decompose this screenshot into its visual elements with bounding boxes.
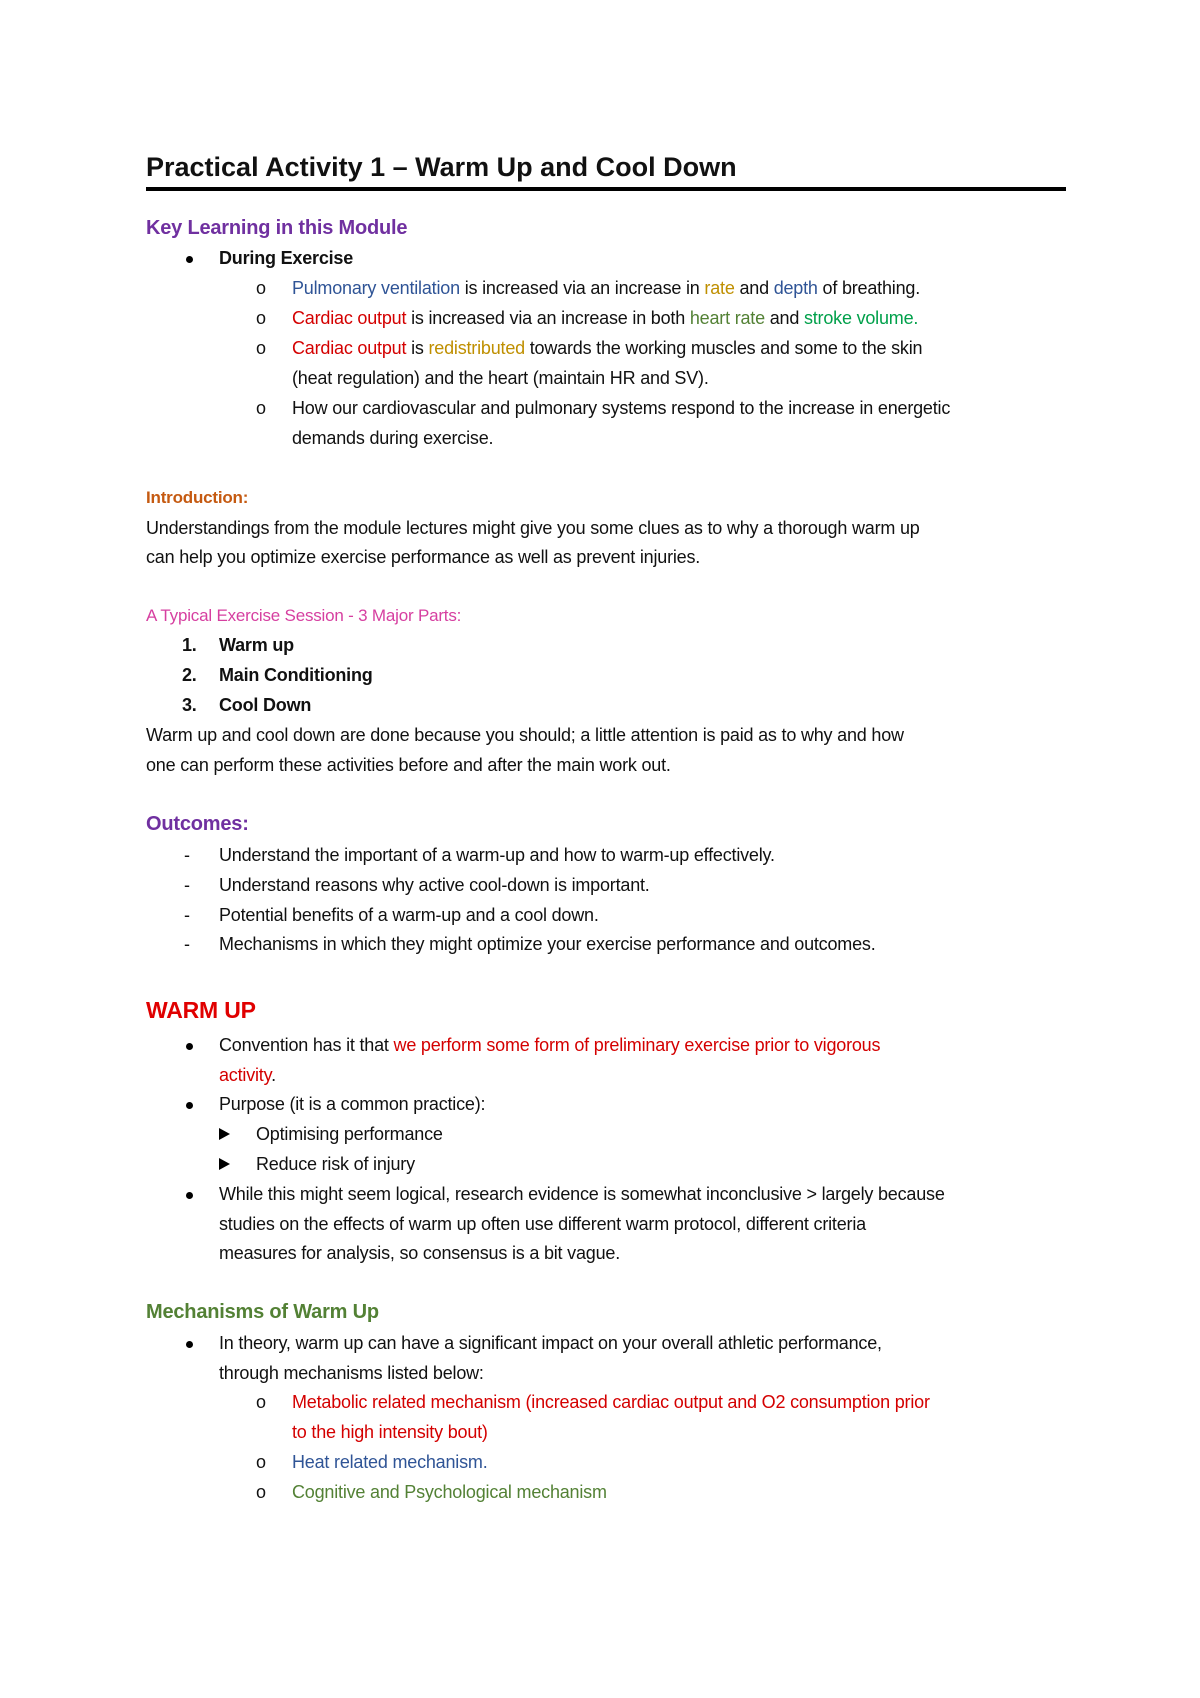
key-learning-item-1: Pulmonary ventilation is increased via an increase in rate and depth of breathing. xyxy=(292,278,921,298)
during-exercise-label: During Exercise xyxy=(219,248,354,268)
introduction-text: Understandings from the module lectures might give you some clues as to why a thorough warm up xyxy=(146,518,920,538)
session-text: Warm up and cool down are done because you should; a little attention is paid as to why and how xyxy=(146,725,904,745)
sub-bullet-marker: o xyxy=(256,308,267,328)
mechanisms-theory-cont: through mechanisms listed below: xyxy=(219,1363,484,1383)
outcome-item: Understand the important of a warm-up and how to warm-up effectively. xyxy=(219,845,775,865)
sub-bullet-marker: o xyxy=(256,338,267,358)
bullet-icon xyxy=(186,1341,193,1348)
outcomes-heading: Outcomes: xyxy=(146,813,249,835)
introduction-text-cont: can help you optimize exercise performance as well as prevent injuries. xyxy=(146,547,701,567)
session-text-cont: one can perform these activities before and after the main work out. xyxy=(146,755,671,775)
mechanism-metabolic: Metabolic related mechanism (increased cardiac output and O2 consumption prior xyxy=(292,1392,930,1412)
warm-up-evidence-cont: studies on the effects of warm up often use different warm protocol, different criteria xyxy=(219,1214,866,1234)
session-item-number: 3. xyxy=(182,695,197,715)
warm-up-heading: WARM UP xyxy=(146,997,256,1023)
mechanisms-theory: In theory, warm up can have a significant impact on your overall athletic performance, xyxy=(219,1333,882,1353)
key-learning-item-4-cont: demands during exercise. xyxy=(292,428,494,448)
dash-marker: - xyxy=(184,845,190,865)
purpose-optimising: Optimising performance xyxy=(256,1124,443,1144)
dash-marker: - xyxy=(184,934,190,954)
mechanism-metabolic-cont: to the high intensity bout) xyxy=(292,1422,488,1442)
purpose-reduce-risk: Reduce risk of injury xyxy=(256,1154,415,1174)
dash-marker: - xyxy=(184,875,190,895)
key-learning-item-3-cont: (heat regulation) and the heart (maintain HR and SV). xyxy=(292,368,709,388)
introduction-heading: Introduction: xyxy=(146,488,249,507)
bullet-icon xyxy=(186,1192,193,1199)
sub-bullet-marker: o xyxy=(256,1392,267,1412)
sub-bullet-marker: o xyxy=(256,278,267,298)
title-underline xyxy=(146,187,1066,191)
warm-up-convention: Convention has it that we perform some form of preliminary exercise prior to vigorous xyxy=(219,1035,881,1055)
warm-up-evidence: While this might seem logical, research evidence is somewhat inconclusive > largely because xyxy=(219,1184,945,1204)
warm-up-evidence-cont: measures for analysis, so consensus is a bit vague. xyxy=(219,1243,621,1263)
outcome-item: Potential benefits of a warm-up and a cool down. xyxy=(219,905,599,925)
arrow-bullet-icon xyxy=(219,1158,230,1170)
arrow-bullet-icon xyxy=(219,1128,230,1140)
outcome-item: Mechanisms in which they might optimize your exercise performance and outcomes. xyxy=(219,934,876,954)
key-learning-item-4: How our cardiovascular and pulmonary systems respond to the increase in energetic xyxy=(292,398,951,418)
sub-bullet-marker: o xyxy=(256,1452,267,1472)
session-item-cool-down: Cool Down xyxy=(219,695,312,715)
session-item-number: 2. xyxy=(182,665,197,685)
key-learning-item-3: Cardiac output is redistributed towards the working muscles and some to the skin xyxy=(292,338,923,358)
dash-marker: - xyxy=(184,905,190,925)
mechanisms-heading: Mechanisms of Warm Up xyxy=(146,1301,379,1323)
mechanism-heat: Heat related mechanism. xyxy=(292,1452,488,1472)
mechanism-cognitive: Cognitive and Psychological mechanism xyxy=(292,1482,607,1502)
key-learning-heading: Key Learning in this Module xyxy=(146,217,408,239)
bullet-icon xyxy=(186,1043,193,1050)
bullet-icon xyxy=(186,256,193,263)
page-title: Practical Activity 1 – Warm Up and Cool Down xyxy=(146,152,737,182)
session-heading: A Typical Exercise Session - 3 Major Parts: xyxy=(146,606,462,625)
key-learning-item-2: Cardiac output is increased via an increase in both heart rate and stroke volume. xyxy=(292,308,919,328)
sub-bullet-marker: o xyxy=(256,1482,267,1502)
session-item-warm-up: Warm up xyxy=(219,635,294,655)
warm-up-convention-cont: activity. xyxy=(219,1065,276,1085)
bullet-icon xyxy=(186,1102,193,1109)
sub-bullet-marker: o xyxy=(256,398,267,418)
warm-up-purpose: Purpose (it is a common practice): xyxy=(219,1094,486,1114)
outcome-item: Understand reasons why active cool-down is important. xyxy=(219,875,650,895)
session-item-main-conditioning: Main Conditioning xyxy=(219,665,373,685)
session-item-number: 1. xyxy=(182,635,197,655)
